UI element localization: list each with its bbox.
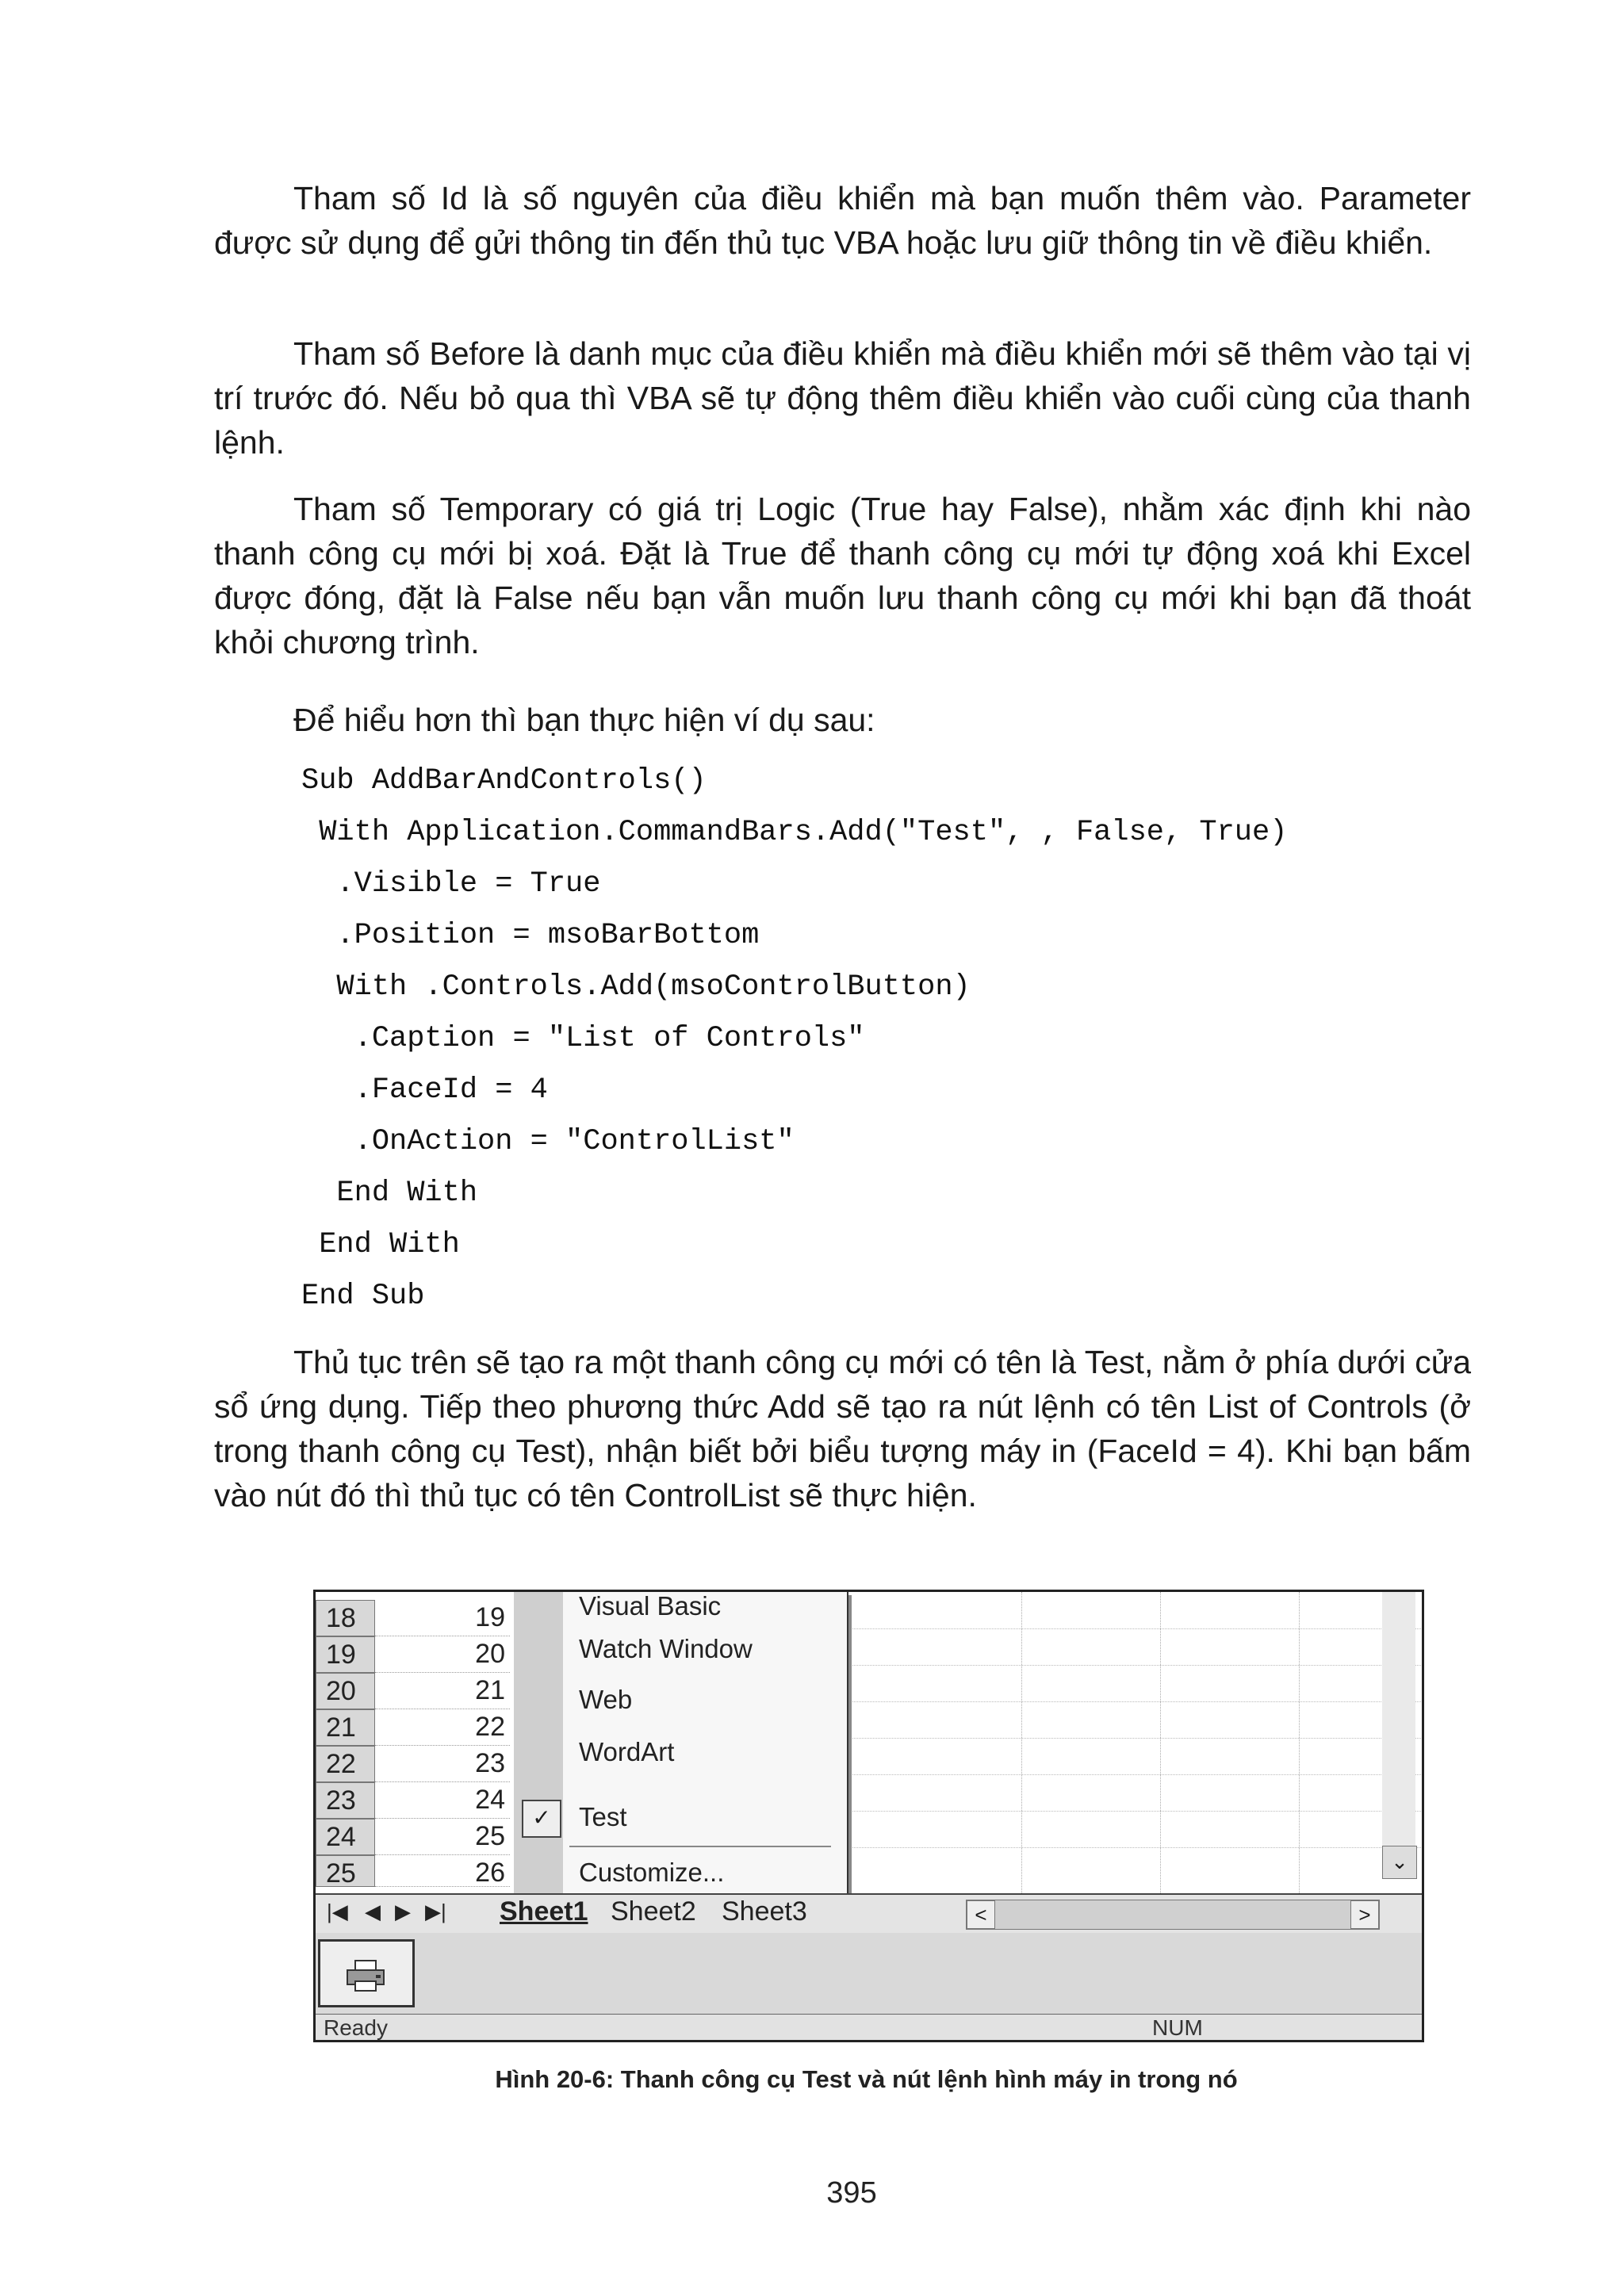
cell[interactable]: 19 (375, 1600, 510, 1636)
prev-sheet-icon[interactable]: ◀ (365, 1900, 381, 1923)
checkmark-icon: ✓ (522, 1800, 561, 1838)
menu-icon-gutter (514, 1592, 563, 1905)
grid-line (839, 1847, 1424, 1848)
code-line: End With (301, 1228, 460, 1261)
status-num: NUM (1152, 2015, 1203, 2040)
code-line: .Visible = True (301, 867, 601, 901)
scroll-left-icon[interactable]: < (967, 1900, 995, 1929)
cell[interactable]: 22 (375, 1709, 510, 1746)
grid-line (1160, 1592, 1161, 1893)
menu-item-visual-basic[interactable]: Visual Basic (579, 1591, 722, 1621)
cell[interactable]: 21 (375, 1673, 510, 1709)
code-line: With Application.CommandBars.Add("Test", , False, True) (301, 816, 1288, 849)
row-header[interactable]: 22 (316, 1746, 375, 1782)
cell[interactable]: 24 (375, 1782, 510, 1819)
sheet-tab-bar (316, 1893, 1422, 1933)
grid-line (839, 1665, 1424, 1666)
grid-line (1299, 1592, 1300, 1893)
tab-sheet1[interactable]: Sheet1 (500, 1896, 588, 1927)
menu-item-test[interactable]: Test (579, 1802, 627, 1831)
row-header[interactable]: 20 (316, 1673, 375, 1709)
last-sheet-icon[interactable]: ▶| (425, 1900, 446, 1923)
code-line: End Sub (301, 1280, 425, 1313)
menu-item-web[interactable]: Web (579, 1685, 633, 1714)
row-header[interactable]: 24 (316, 1819, 375, 1855)
test-toolbar[interactable] (318, 1939, 415, 2007)
paragraph-id-parameter: Tham số Id là số nguyên của điều khiển mà bạn muốn thêm vào. Parameter được sử dụng để gửi thông tin đến thủ tục VBA hoặc lưu giữ thông tin về điều khiển. (214, 180, 1471, 261)
grid-line (1021, 1592, 1022, 1893)
menu-item-customize[interactable]: Customize... (579, 1858, 725, 1887)
grid-line (839, 1738, 1424, 1739)
cell[interactable]: 26 (375, 1855, 510, 1887)
spreadsheet-grid (316, 1592, 1422, 1893)
cell[interactable]: 20 (375, 1636, 510, 1673)
grid-line (839, 1811, 1424, 1812)
paragraph-example-intro: Để hiểu hơn thì bạn thực hiện ví dụ sau: (293, 702, 875, 738)
code-line: Sub AddBarAndControls() (301, 764, 707, 798)
paragraph-before-parameter: Tham số Before là danh mục của điều khiển mà điều khiển mới sẽ thêm vào tại vị trí trước đó. Nếu bỏ qua thì VBA sẽ tự động thêm điều khiển vào cuối cùng của thanh lệnh. (214, 335, 1471, 461)
paragraph-explanation: Thủ tục trên sẽ tạo ra một thanh công cụ mới có tên là Test, nằm ở phía dưới cửa sổ ứng dụng. Tiếp theo phương thức Add sẽ tạo ra nút lệnh có tên List of Controls (ở trong thanh công cụ Test), nhận biết bởi biểu tượng máy in (FaceId = 4). Khi bạn bấm vào nút đó thì thủ tục có tên ControlList sẽ thực hiện. (214, 1344, 1471, 1513)
code-line: .OnAction = "ControlList" (301, 1125, 795, 1158)
menu-item-watch-window[interactable]: Watch Window (579, 1634, 753, 1663)
status-ready: Ready (324, 2015, 388, 2040)
code-line: With .Controls.Add(msoControlButton) (301, 970, 971, 1004)
cell[interactable]: 25 (375, 1819, 510, 1855)
grid-line (839, 1774, 1424, 1775)
code-line: .Caption = "List of Controls" (301, 1022, 865, 1055)
menu-separator (569, 1846, 831, 1847)
grid-line (839, 1701, 1424, 1702)
toolbars-context-menu (514, 1592, 848, 1907)
first-sheet-icon[interactable]: |◀ (327, 1900, 348, 1923)
cell[interactable]: 23 (375, 1746, 510, 1782)
code-line: .FaceId = 4 (301, 1073, 548, 1107)
printer-icon[interactable] (344, 1959, 390, 1992)
scroll-right-icon[interactable]: > (1350, 1900, 1379, 1929)
horizontal-scrollbar[interactable] (966, 1900, 1380, 1930)
menu-item-wordart[interactable]: WordArt (579, 1737, 675, 1766)
row-header[interactable]: 21 (316, 1709, 375, 1746)
scroll-down-icon[interactable]: ⌄ (1382, 1846, 1417, 1879)
status-bar (316, 2014, 1422, 2041)
next-sheet-icon[interactable]: ▶ (395, 1900, 411, 1923)
vertical-scrollbar[interactable] (1382, 1592, 1415, 1846)
row-header[interactable]: 23 (316, 1782, 375, 1819)
toolbar-area (316, 1933, 1422, 2014)
grid-line (839, 1628, 1424, 1629)
code-line: End With (301, 1177, 478, 1210)
row-header[interactable]: 19 (316, 1636, 375, 1673)
page-number: 395 (826, 2176, 877, 2210)
paragraph-temporary-parameter: Tham số Temporary có giá trị Logic (True hay False), nhằm xác định khi nào thanh công cụ mới bị xoá. Đặt là True để thanh công cụ mới tự động xoá khi Excel được đóng, đặt là False nếu bạn vẫn muốn lưu thanh công cụ mới khi bạn đã thoát khỏi chương trình. (214, 491, 1471, 660)
tab-sheet3[interactable]: Sheet3 (722, 1896, 807, 1927)
row-header[interactable]: 18 (316, 1600, 375, 1636)
tab-sheet2[interactable]: Sheet2 (611, 1896, 696, 1927)
excel-screenshot (313, 1590, 1424, 2042)
figure-caption: Hình 20-6: Thanh công cụ Test và nút lệnh hình máy in trong nó (495, 2065, 1238, 2093)
code-line: .Position = msoBarBottom (301, 919, 760, 952)
row-header[interactable]: 25 (316, 1855, 375, 1887)
